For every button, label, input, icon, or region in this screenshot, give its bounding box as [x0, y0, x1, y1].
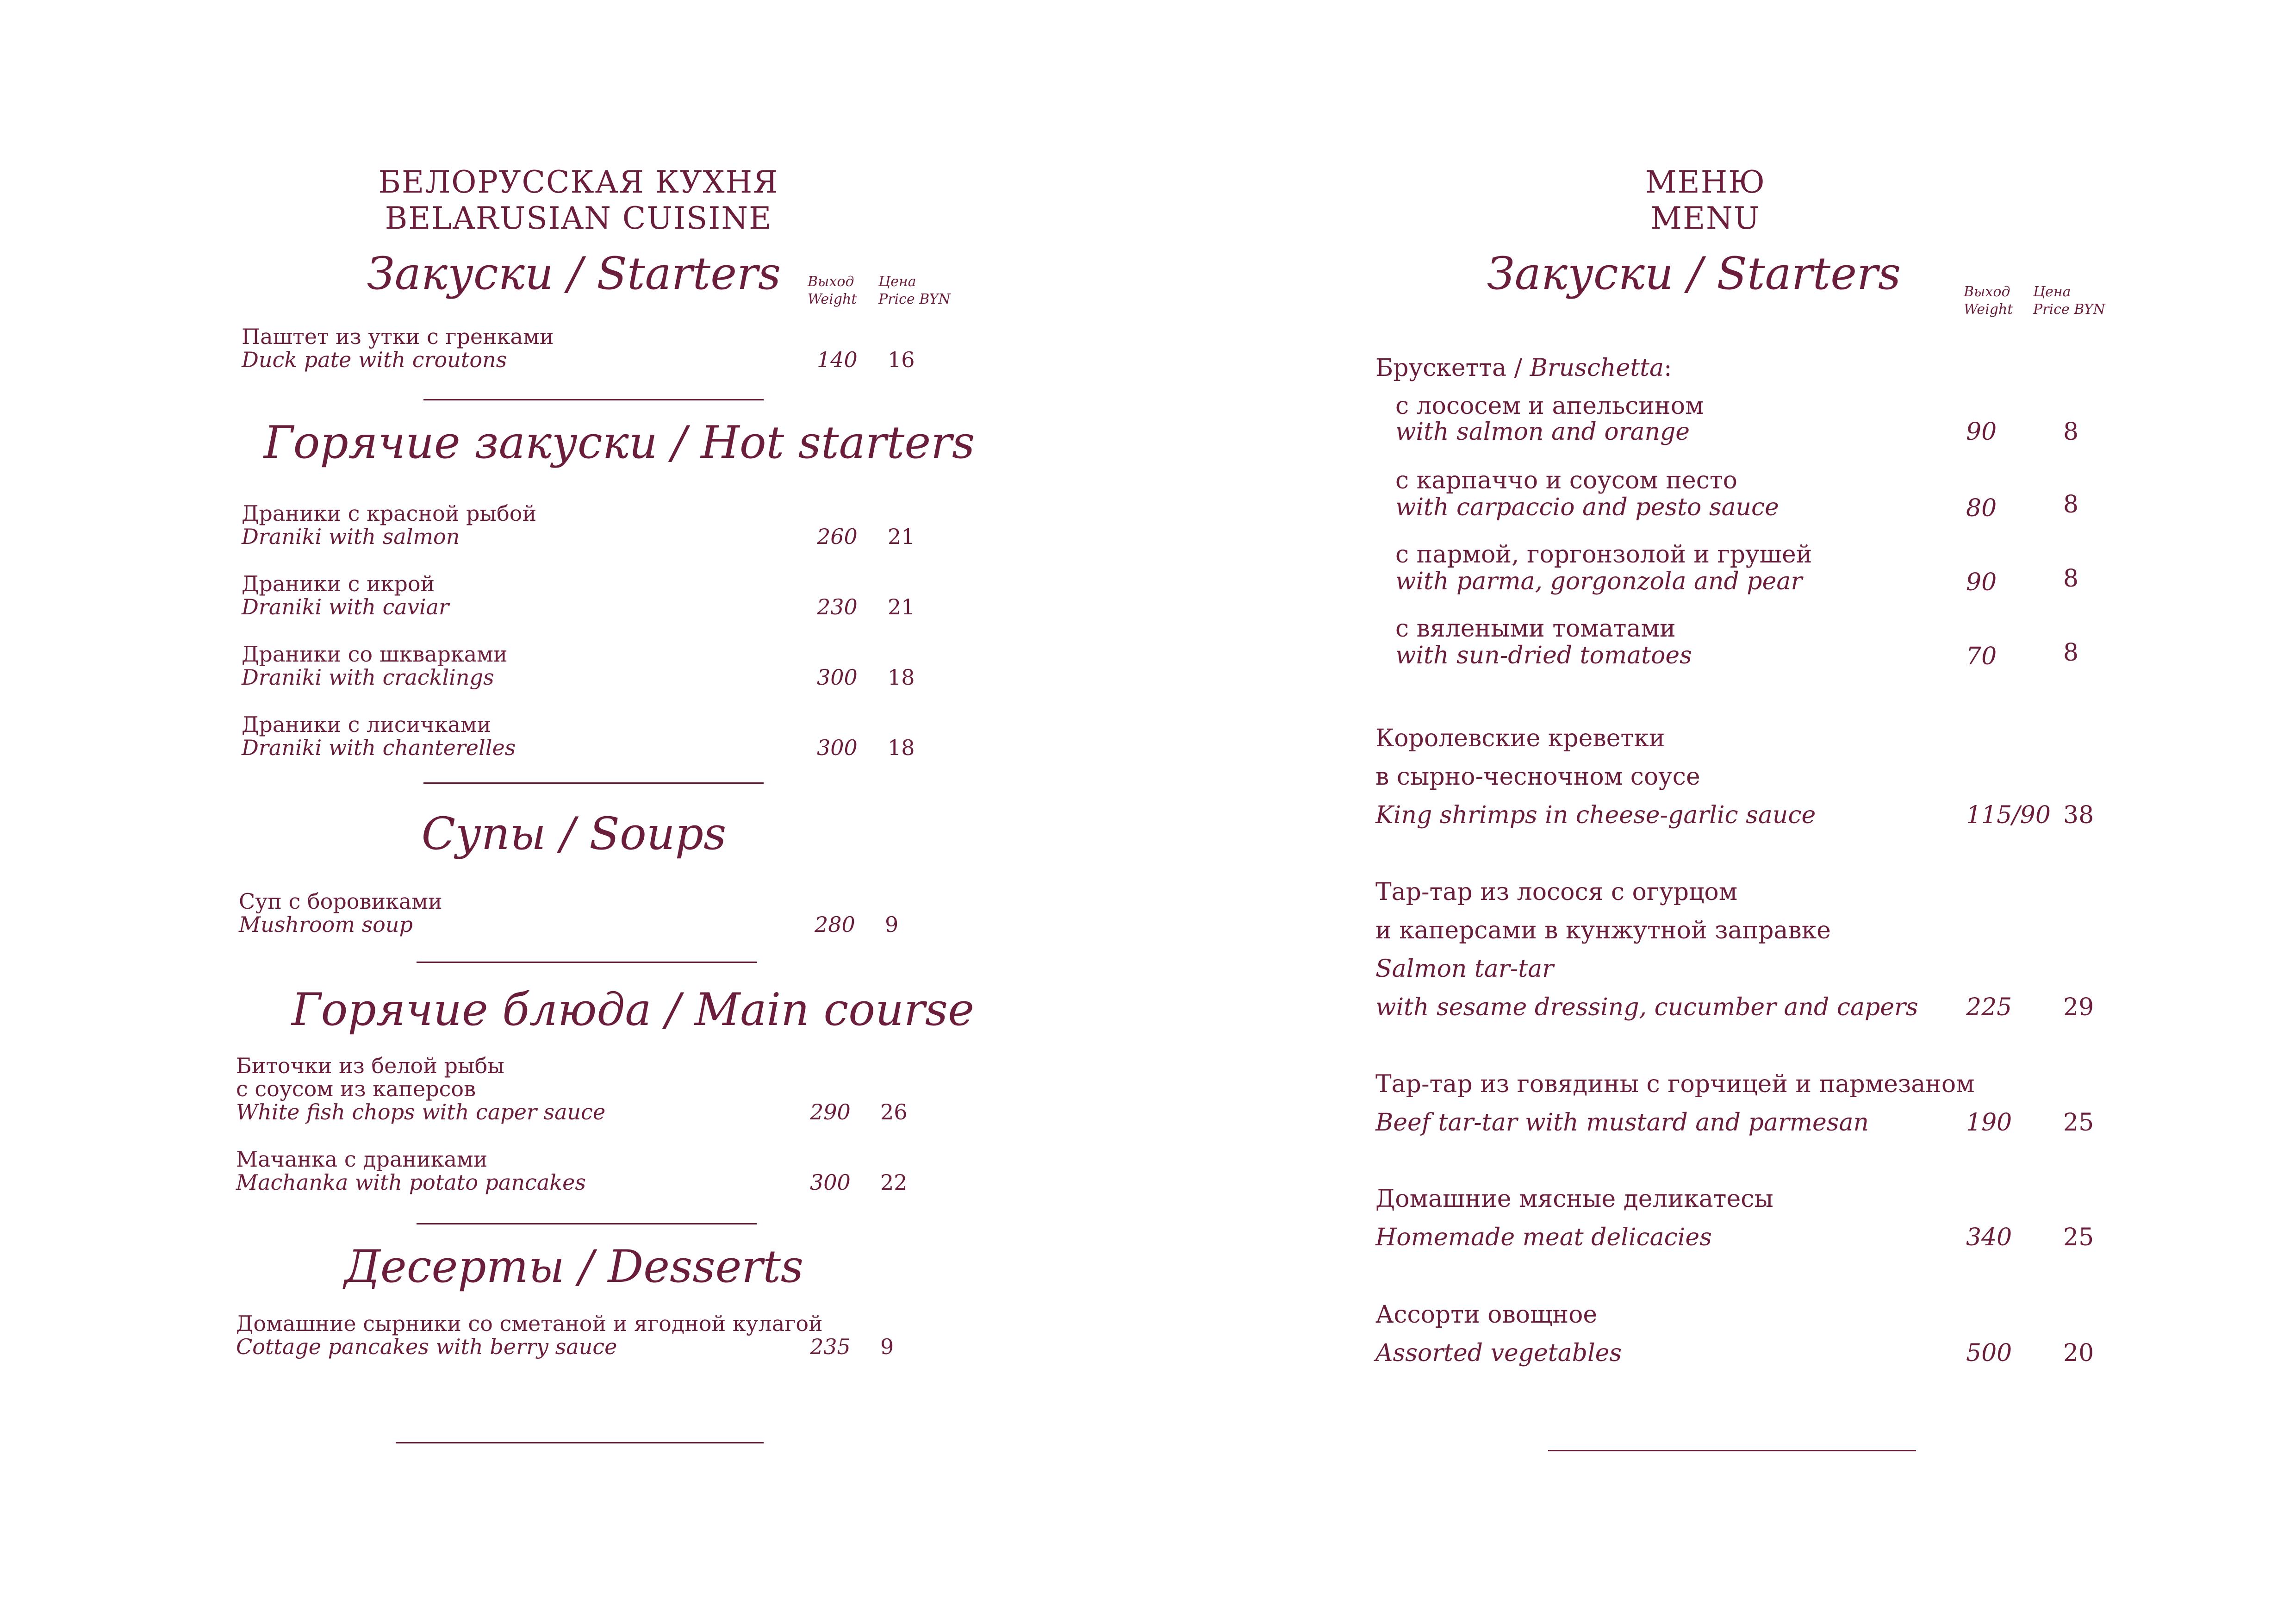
- item-name-ru: Домашние мясные деликатесы: [1375, 1185, 1773, 1213]
- item-weight: 225: [1966, 993, 2012, 1021]
- bruschetta-ru: Брускетта /: [1375, 354, 1530, 382]
- item-name-en: Draniki with caviar: [242, 594, 449, 619]
- item-name-ru-line2: и каперсами в кунжутной заправке: [1375, 917, 1831, 944]
- item-price: 21: [888, 594, 915, 619]
- section-heading-hot-starters: Горячие закуски / Hot starters: [264, 417, 975, 468]
- item-name-ru-line2: с соусом из каперсов: [236, 1076, 476, 1101]
- item-name-ru-line2: в сырно-чесночном соусе: [1375, 763, 1700, 791]
- item-name-en: with carpaccio and pesto sauce: [1395, 493, 1779, 521]
- item-weight: 230: [817, 594, 858, 619]
- item-name-en: Draniki with chanterelles: [242, 735, 516, 760]
- item-name-en: Draniki with cracklings: [242, 665, 494, 690]
- item-weight: 90: [1966, 418, 1997, 446]
- item-price: 9: [880, 1334, 894, 1359]
- divider: [417, 962, 757, 963]
- item-name-ru: Биточки из белой рыбы: [236, 1053, 504, 1078]
- item-name-en: Cottage pancakes with berry sauce: [236, 1334, 617, 1359]
- item-weight: 280: [815, 912, 855, 937]
- item-name-en: with parma, gorgonzola and pear: [1395, 568, 1803, 595]
- item-name-ru: Королевские креветки: [1375, 725, 1665, 752]
- divider: [423, 782, 764, 784]
- section-heading-desserts: Десерты / Desserts: [344, 1241, 804, 1293]
- item-price: 21: [888, 524, 915, 549]
- item-name-en: King shrimps in cheese-garlic sauce: [1375, 801, 1816, 829]
- item-price: 38: [2063, 801, 2094, 829]
- item-price: 22: [880, 1170, 908, 1195]
- right-title-en: MENU: [1650, 200, 1761, 236]
- divider: [1548, 1450, 1916, 1451]
- item-name-ru: Мачанка с драниками: [236, 1147, 488, 1172]
- item-weight: 300: [817, 735, 858, 760]
- item-price: 26: [880, 1099, 908, 1124]
- col-price-ru: Цена: [878, 274, 916, 290]
- item-price: 9: [885, 912, 899, 937]
- item-price: 25: [2063, 1109, 2094, 1137]
- item-name-en: Machanka with potato pancakes: [236, 1170, 586, 1195]
- item-price: 20: [2063, 1339, 2094, 1367]
- section-heading-main: Горячие блюда / Main course: [292, 984, 974, 1036]
- item-name-ru: Суп с боровиками: [239, 889, 442, 914]
- col-weight-en: Weight: [1964, 301, 2013, 318]
- item-name-en: with salmon and orange: [1395, 418, 1690, 446]
- item-price: 18: [888, 735, 915, 760]
- item-weight: 140: [817, 347, 858, 372]
- item-name-en: White fish chops with caper sauce: [236, 1099, 606, 1124]
- item-price: 8: [2063, 418, 2079, 446]
- item-weight: 70: [1966, 643, 1997, 670]
- item-name-ru: с карпаччо и соусом песто: [1395, 467, 1737, 494]
- bruschetta-heading: [1375, 354, 1672, 382]
- col-weight-ru: Выход: [1964, 284, 2010, 300]
- item-name-en: Duck pate with croutons: [242, 347, 507, 372]
- item-name-ru: с лососем и апельсином: [1395, 392, 1704, 420]
- item-name-en: Draniki with salmon: [242, 524, 460, 549]
- item-name-en: Homemade meat delicacies: [1375, 1224, 1712, 1251]
- col-price-ru: Цена: [2033, 284, 2071, 300]
- item-weight: 235: [810, 1334, 851, 1359]
- item-name-ru: Паштет из утки с гренками: [242, 324, 554, 349]
- item-price: 18: [888, 665, 915, 690]
- col-price-header: [878, 273, 951, 308]
- divider: [417, 1223, 757, 1224]
- item-weight: 500: [1966, 1339, 2012, 1367]
- section-heading-starters: Закуски / Starters: [1487, 248, 1901, 300]
- col-price-en: Price BYN: [2033, 301, 2105, 318]
- item-weight: 190: [1966, 1109, 2012, 1137]
- item-name-en: Salmon tar-tar: [1375, 955, 1554, 983]
- right-title-ru: МЕНЮ: [1645, 164, 1766, 200]
- section-heading-starters: Закуски / Starters: [367, 248, 781, 300]
- bruschetta-en: Bruschetta: [1530, 354, 1664, 382]
- section-heading-soups: Супы / Soups: [421, 808, 727, 860]
- item-weight: 90: [1966, 568, 1997, 596]
- col-price-header: [2033, 283, 2105, 319]
- item-name-en-line2: with sesame dressing, cucumber and capers: [1375, 993, 1918, 1021]
- item-weight: 300: [810, 1170, 851, 1195]
- col-weight-en: Weight: [808, 291, 857, 307]
- col-price-en: Price BYN: [878, 291, 951, 307]
- item-name-ru: Драники с лисичками: [242, 712, 492, 737]
- item-price: 16: [888, 347, 915, 372]
- col-weight-header: [1964, 283, 2013, 319]
- item-name-ru: Драники со шкварками: [242, 642, 508, 667]
- item-name-ru: с вялеными томатами: [1395, 615, 1676, 643]
- item-name-en: Mushroom soup: [239, 912, 413, 937]
- item-weight: 115/90: [1966, 801, 2051, 829]
- item-weight: 290: [810, 1099, 851, 1124]
- item-price: 8: [2063, 565, 2079, 593]
- item-name-ru: Тар-тар из говядины с горчицей и пармезаном: [1375, 1070, 1975, 1098]
- bruschetta-colon: :: [1664, 354, 1672, 382]
- item-weight: 300: [817, 665, 858, 690]
- item-weight: 340: [1966, 1224, 2012, 1251]
- item-name-en: with sun-dried tomatoes: [1395, 642, 1692, 669]
- col-weight-ru: Выход: [808, 274, 854, 290]
- item-name-ru: Ассорти овощное: [1375, 1301, 1598, 1329]
- divider: [423, 399, 764, 400]
- item-weight: 260: [817, 524, 858, 549]
- item-name-en: Beef tar-tar with mustard and parmesan: [1375, 1109, 1869, 1137]
- item-name-ru: с пармой, горгонзолой и грушей: [1395, 541, 1812, 568]
- left-title-en: BELARUSIAN CUISINE: [385, 200, 772, 236]
- item-weight: 80: [1966, 494, 1997, 522]
- item-name-ru: Домашние сырники со сметаной и ягодной кулагой: [236, 1311, 823, 1336]
- item-name-ru: Драники с красной рыбой: [242, 501, 537, 526]
- col-weight-header: [808, 273, 857, 308]
- item-price: 29: [2063, 993, 2094, 1021]
- item-price: 8: [2063, 491, 2079, 518]
- item-price: 25: [2063, 1224, 2094, 1251]
- item-name-ru: Драники с икрой: [242, 571, 435, 596]
- item-name-en: Assorted vegetables: [1375, 1339, 1622, 1367]
- left-title-ru: БЕЛОРУССКАЯ КУХНЯ: [378, 164, 779, 200]
- item-name-ru: Тар-тар из лосося с огурцом: [1375, 878, 1738, 906]
- item-price: 8: [2063, 639, 2079, 667]
- divider: [396, 1442, 764, 1443]
